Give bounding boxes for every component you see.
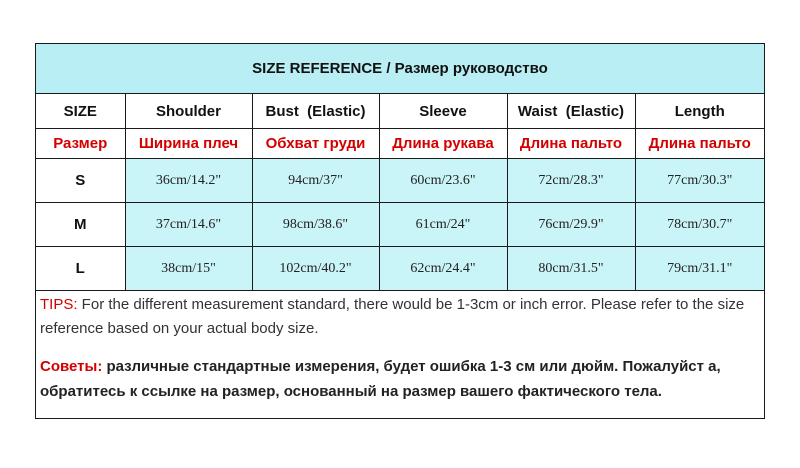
header-ru-bust: Обхват груди [252, 129, 379, 159]
tips-text: For the different measurement standard, there would be 1-3cm or inch error. Please refer to the size reference based on your actual body size. [40, 296, 745, 337]
header-row-russian [36, 129, 764, 159]
size-label: L [36, 247, 125, 291]
size-reference-sheet [35, 43, 765, 419]
length-value: 77cm/30.3" [635, 159, 764, 203]
waist-value: 76cm/29.9" [507, 203, 635, 247]
header-ru-size: Размер [36, 129, 125, 159]
table-row [36, 247, 764, 291]
bust-value: 98cm/38.6" [252, 203, 379, 247]
header-ru-length: Длина пальто [635, 129, 764, 159]
sleeve-value: 60cm/23.6" [379, 159, 507, 203]
header-shoulder: Shoulder [125, 94, 252, 129]
header-row-english [36, 94, 764, 129]
advice-text: различные стандартные измерения, будет ошибка 1-3 см или дюйм. Пожалуйст а, обратитесь к ссылке на размер, основанный на размер вашего фактического тела. [40, 358, 721, 400]
advice-note [36, 341, 764, 404]
advice-label: Советы: [40, 358, 103, 375]
waist-value: 72cm/28.3" [507, 159, 635, 203]
header-ru-sleeve: Длина рукава [379, 129, 507, 159]
waist-value: 80cm/31.5" [507, 247, 635, 291]
tips-label: TIPS: [40, 296, 78, 313]
sheet-title: SIZE REFERENCE / Размер руководство [36, 44, 764, 94]
length-value: 79cm/31.1" [635, 247, 764, 291]
shoulder-value: 37cm/14.6" [125, 203, 252, 247]
size-label: M [36, 203, 125, 247]
table-row [36, 159, 764, 203]
header-ru-waist: Длина пальто [507, 129, 635, 159]
header-waist: Waist (Elastic) [507, 94, 635, 129]
sleeve-value: 62cm/24.4" [379, 247, 507, 291]
shoulder-value: 36cm/14.2" [125, 159, 252, 203]
tips-note [36, 291, 764, 341]
header-sleeve: Sleeve [379, 94, 507, 129]
sleeve-value: 61cm/24" [379, 203, 507, 247]
bust-value: 94cm/37" [252, 159, 379, 203]
bust-value: 102cm/40.2" [252, 247, 379, 291]
header-length: Length [635, 94, 764, 129]
header-bust: Bust (Elastic) [252, 94, 379, 129]
header-size: SIZE [36, 94, 125, 129]
size-table [36, 94, 764, 291]
shoulder-value: 38cm/15" [125, 247, 252, 291]
header-ru-shoulder: Ширина плеч [125, 129, 252, 159]
table-row [36, 203, 764, 247]
length-value: 78cm/30.7" [635, 203, 764, 247]
size-label: S [36, 159, 125, 203]
